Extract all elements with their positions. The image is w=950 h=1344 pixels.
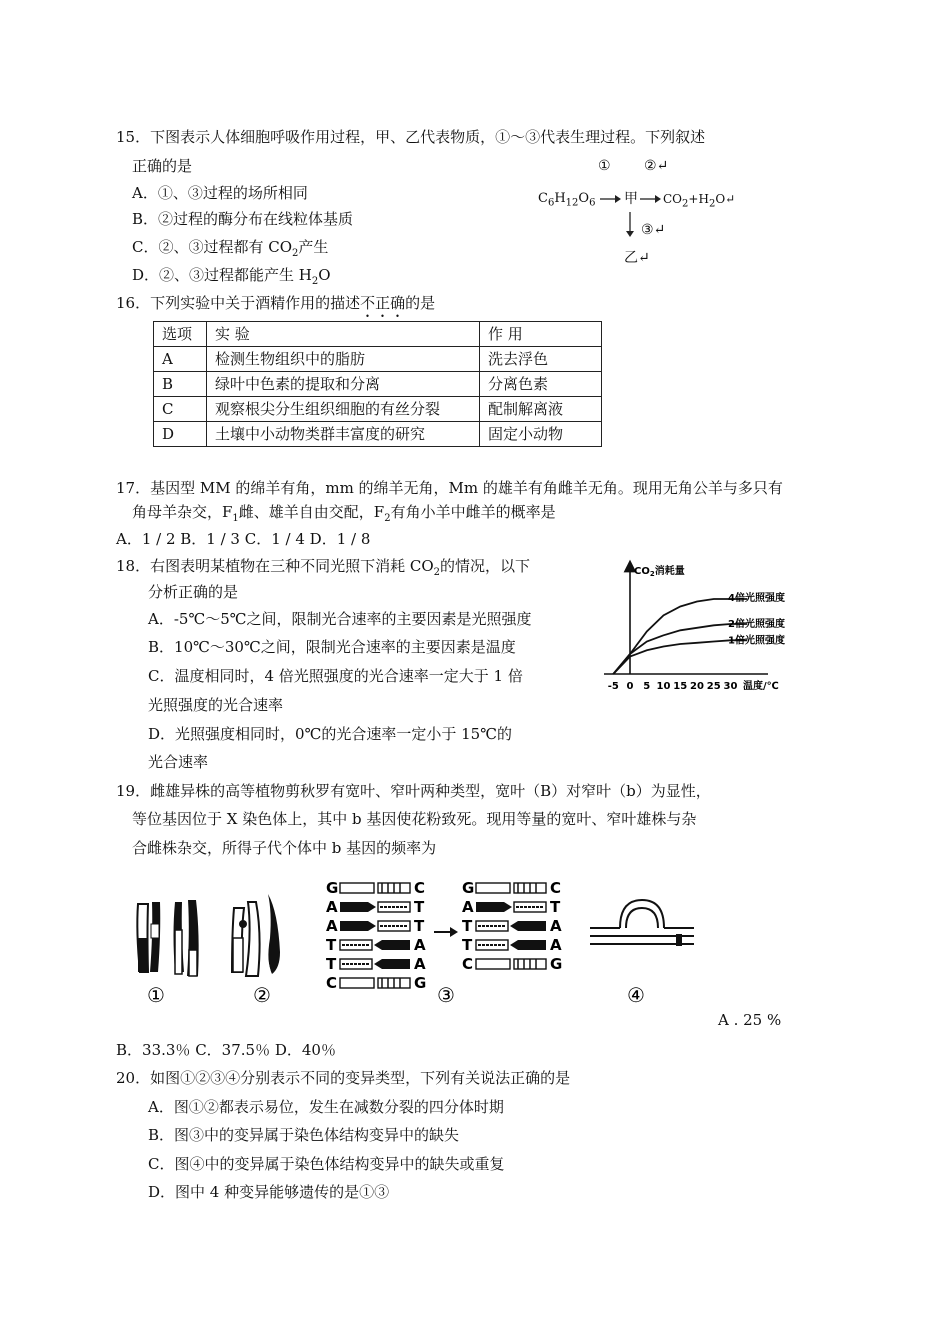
figure-3-arrow [434,927,458,937]
x-tick-label: 0 [626,681,634,692]
table-row [154,347,602,372]
figure-1-chromosomes [137,900,198,976]
series-label: 4倍光照强度 [728,593,785,604]
q18-option-b: B．10℃～30℃之间，限制光合速率的主要因素是温度 [148,638,516,656]
base-shape [340,921,376,931]
substance-yi: 乙↵ [624,250,650,266]
q19-stem-line1: 19．雌雄异株的高等植物剪秋罗有宽叶、窄叶两种类型，宽叶（B）对窄叶（b）为显性， [116,782,711,800]
q20-stem: 20．如图①②③④分别表示不同的变异类型，下列有关说法正确的是 [116,1069,571,1087]
table-cell: 固定小动物 [480,422,602,447]
strand-block [340,978,374,988]
strand-block [340,883,374,893]
table-cell: D [154,422,207,447]
base-letter: A [414,936,426,954]
table-cell: 配制解离液 [480,397,602,422]
figure-2-label: ② [253,983,271,1007]
base-shape [510,940,546,950]
arrow-right-icon [600,194,622,204]
q19-options-bcd: B．33.3％ C．37.5％ D．40％ [116,1041,336,1059]
y-axis-label: $CO_2$消耗量 [634,566,685,578]
base-shape [510,921,546,931]
table-cell: 绿叶中色素的提取和分离 [207,372,480,397]
base-letter: A [414,955,426,973]
base-letter: A [462,898,474,916]
q19-option-a: A . 25 % [718,1011,782,1029]
table-header: 实 验 [207,322,480,347]
process-2-label: ②↵ [644,158,669,174]
table-row [154,422,602,447]
table-header-row [154,322,602,347]
x-tick-label: -5 [607,681,619,692]
process-1-label: ① [598,158,611,174]
q20-option-c: C．图④中的变异属于染色体结构变异中的缺失或重复 [148,1155,505,1173]
co2-h2o-product: $CO_2+H_2O↵$ [663,192,736,210]
figure-1-label: ① [147,983,165,1007]
base-letter: T [326,936,337,954]
table-header: 作 用 [480,322,602,347]
base-letter: T [550,898,561,916]
process-3-label: ③↵ [641,222,666,238]
figure-4-loop [590,900,694,946]
q20-option-b: B．图③中的变异属于染色体结构变异中的缺失 [148,1126,460,1144]
x-tick-label: 5 [643,681,651,692]
strand-block [476,883,510,893]
q15-option-c: C．②、③过程都有 $CO_2$产生 [132,238,329,259]
q17-stem-line1: 17．基因型 MM 的绵羊有角，mm 的绵羊无角，Mm 的雄羊有角雌羊无角。现用无角公羊与多只有 [116,479,783,497]
figure-2-chromosomes [232,894,280,976]
q18-stem-line2: 分析正确的是 [148,583,239,601]
base-letter: A [326,898,338,916]
base-letter: C [550,879,562,897]
base-letter: G [462,879,475,897]
q15-stem-line1: 15．下图表示人体细胞呼吸作用过程，甲、乙代表物质，①～③代表生理过程。下列叙述 [116,128,706,146]
q18-option-a: A．-5℃～5℃之间，限制光合速率的主要因素是光照强度 [148,610,532,628]
q17-options: A．1 / 2 B．1 / 3 C．1 / 4 D．1 / 8 [116,530,371,548]
base-letter: C [414,879,426,897]
table-cell: 观察根尖分生组织细胞的有丝分裂 [207,397,480,422]
table-row [154,397,602,422]
series-label: 2倍光照强度 [728,619,785,630]
x-tick-label: 20 [690,681,704,692]
x-axis-label: 温度/℃ [743,681,779,692]
figure-3-dna-before [326,879,426,992]
base-letter: G [414,974,427,992]
base-letter: C [326,974,338,992]
table-cell: 洗去浮色 [480,347,602,372]
table-cell: B [154,372,207,397]
table-cell: 土壤中小动物类群丰富度的研究 [207,422,480,447]
x-tick-label: 10 [656,681,671,692]
q18-option-c-line1: C．温度相同时，4 倍光照强度的光合速率一定大于 1 倍 [148,667,523,685]
base-letter: C [462,955,474,973]
figure-3-label: ③ [437,983,455,1007]
q18-option-c-line2: 光照强度的光合速率 [148,696,284,714]
variation-figures [120,872,720,1010]
table-cell: 检测生物组织中的脂肪 [207,347,480,372]
q15-option-a: A．①、③过程的场所相同 [132,184,308,202]
arrow-down-icon [625,212,635,238]
arrow-right-icon [640,194,662,204]
q20-option-d: D．图中 4 种变异能够遗传的是①③ [148,1183,390,1201]
q19-stem-line3: 合雌株杂交，所得子代个体中 b 基因的频率为 [132,839,437,857]
base-shape [374,940,410,950]
base-letter: T [414,898,425,916]
q18-stem-line1: 18．右图表明某植物在三种不同光照下消耗 $CO_2$的情况，以下 [116,557,531,578]
substance-jia: 甲 [624,191,638,207]
q16-stem: 16．下列实验中关于酒精作用的描述不正确的是 [116,294,436,312]
q18-option-d-line1: D．光照强度相同时，0℃的光合速率一定小于 15℃的 [148,725,512,743]
q17-stem-line2: 角母羊杂交，$F_1$雌、雄羊自由交配，$F_2$有角小羊中雌羊的概率是 [132,503,556,524]
base-letter: T [462,936,473,954]
x-tick-label: 25 [706,681,721,692]
base-letter: A [550,936,562,954]
base-letter: A [550,917,562,935]
q20-option-a: A．图①②都表示易位，发生在减数分裂的四分体时期 [148,1098,504,1116]
base-letter: G [550,955,563,973]
table-cell: 分离色素 [480,372,602,397]
respiration-diagram [536,152,756,272]
figure-3-dna-after [462,879,562,973]
base-letter: T [462,917,473,935]
table-cell: A [154,347,207,372]
q15-stem-line2: 正确的是 [132,157,193,175]
base-letter: G [326,879,339,897]
q15-option-d: D．②、③过程都能产生 $H_2O$ [132,266,331,287]
table-row [154,372,602,397]
strand-block [476,959,510,969]
series-label: 1倍光照强度 [728,635,785,647]
base-letter: T [414,917,425,935]
base-shape [476,902,512,912]
q15-option-b: B．②过程的酶分布在线粒体基质 [132,210,354,228]
table-header: 选项 [154,322,207,347]
table-cell: C [154,397,207,422]
co2-consumption-chart [598,556,810,696]
q19-stem-line2: 等位基因位于 X 染色体上，其中 b 基因使花粉致死。现用等量的宽叶、窄叶雄株与杂 [132,810,697,828]
q18-option-d-line2: 光合速率 [148,753,209,771]
base-letter: T [326,955,337,973]
q16-options-table [153,321,602,447]
base-shape [374,959,410,969]
figure-4-label: ④ [627,983,645,1007]
glucose-formula: $C_6H_{12}O_6$ [538,191,596,209]
x-tick-label: 15 [673,681,688,692]
base-shape [340,902,376,912]
base-letter: A [326,917,338,935]
x-tick-label: 30 [723,681,738,692]
